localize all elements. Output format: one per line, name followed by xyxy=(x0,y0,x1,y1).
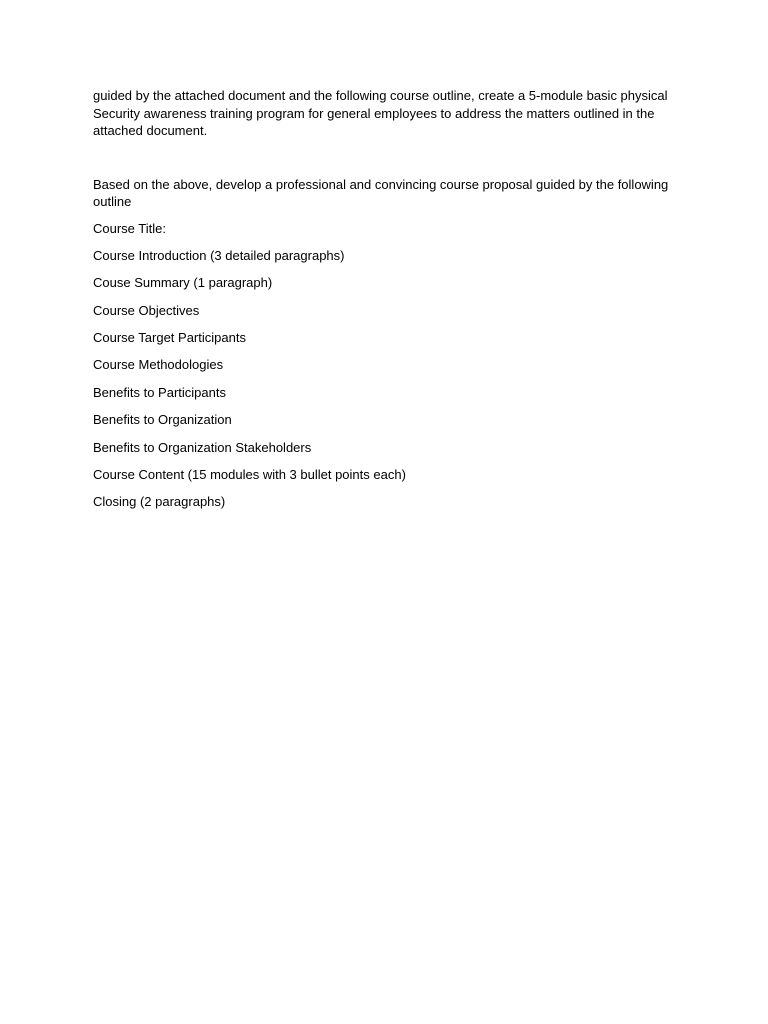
outline-item-course-introduction: Course Introduction (3 detailed paragraphs) xyxy=(93,247,345,263)
outline-item-benefits-participants: Benefits to Participants xyxy=(93,384,226,400)
outline-list xyxy=(93,220,678,511)
outline-item-course-title: Course Title: xyxy=(93,220,166,236)
outline-item-course-content: Course Content (15 modules with 3 bullet points each) xyxy=(93,467,406,483)
outline-item-course-methodologies: Course Methodologies xyxy=(93,357,224,373)
outline-item-course-objectives: Course Objectives xyxy=(93,302,200,318)
lead-paragraph: Based on the above, develop a professional and convincing course proposal guided by the following outline xyxy=(93,176,669,209)
outline-item-benefits-organization: Benefits to Organization xyxy=(93,412,232,428)
intro-paragraph: guided by the attached document and the following course outline, create a 5-module basic physical Security awareness training program for general employees to address the matters outlined in the attached document. xyxy=(93,88,668,138)
outline-item-course-summary: Couse Summary (1 paragraph) xyxy=(93,275,273,291)
outline-item-closing: Closing (2 paragraphs) xyxy=(93,494,226,510)
outline-item-benefits-stakeholders: Benefits to Organization Stakeholders xyxy=(93,439,312,455)
outline-item-target-participants: Course Target Participants xyxy=(93,330,246,346)
document-body xyxy=(93,87,678,521)
